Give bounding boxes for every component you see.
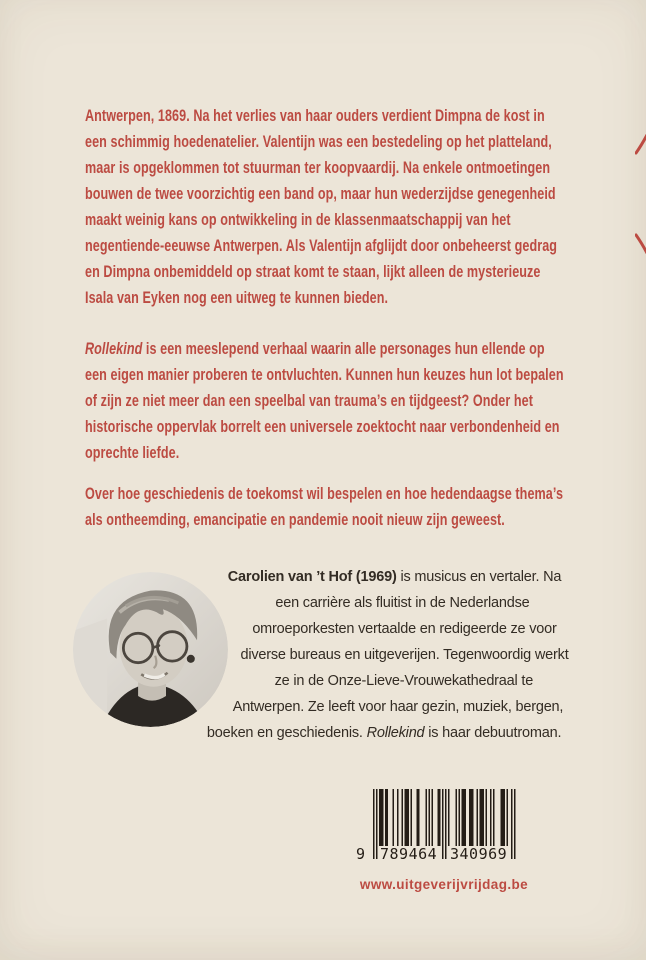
author-bio	[73, 560, 569, 746]
barcode-block	[356, 789, 529, 892]
isbn-group-right: 340969	[450, 845, 508, 863]
isbn-group-left: 789464	[380, 845, 438, 863]
synopsis	[85, 103, 567, 533]
author-portrait-image	[73, 572, 228, 727]
author-bio-text: Carolien van ’t Hof (1969) is musicus en vertaler. Na een carrière als fluitist in de Nederlandse omroeporkesten vertaalde en redigeerde ze voor diverse bureaus en uitgeverijen. Tegenwoordig werkt ze in de Onze-Lieve-Vrouwekathedraal te Antwerpen. Ze leeft voor haar gezin, muziek, bergen, boeken en geschiedenis. Rollekind is haar debuutroman.	[206, 569, 569, 741]
synopsis-paragraph-theme: Rollekind is een meeslepend verhaal waarin alle personages hun ellende op een eigen manier proberen te ontvluchten. Kunnen hun keuzes hun lot bepalen of zijn ze niet meer dan een speelbal van trauma’s en tijdgeest? Onder het historische oppervlak borrelt een universele zoektocht naar verbondenheid en oprechte liefde.	[85, 340, 564, 462]
author-photo	[73, 572, 228, 727]
isbn-digit-first: 9	[356, 845, 366, 863]
synopsis-text-column	[85, 103, 567, 533]
synopsis-paragraph-tagline: Over hoe geschiedenis de toekomst wil bespelen en hoe hedendaagse thema’s als ontheemding, emancipatie en pandemie nooit nieuw zijn geweest.	[85, 485, 564, 529]
publisher-url: www.uitgeverijvrijdag.be	[359, 877, 529, 892]
edge-stroke-fragment-bottom	[635, 233, 646, 255]
edge-stroke-fragment-top	[635, 133, 646, 155]
isbn-number	[356, 845, 516, 865]
synopsis-paragraph-story: Antwerpen, 1869. Na het verlies van haar ouders verdient Dimpna de kost in een schimmig hoedenatelier. Valentijn was een bestedeling op het platteland, maar is opgeklommen tot stuurman ter koopvaardij. Na enkele ontmoetingen bouwen de twee voorzichtig een band op, maar hun wederzijdse genegenheid maakt weinig kans op ontwikkeling in de klassenmaatschappij van het negentiende-eeuwse Antwerpen. Als Valentijn afglijdt door onbeheerst gedrag en Dimpna onbemiddeld op straat komt te staan, lijkt alleen de mysterieuze Isala van Eyken nog een uitweg te kunnen bieden.	[85, 107, 558, 307]
